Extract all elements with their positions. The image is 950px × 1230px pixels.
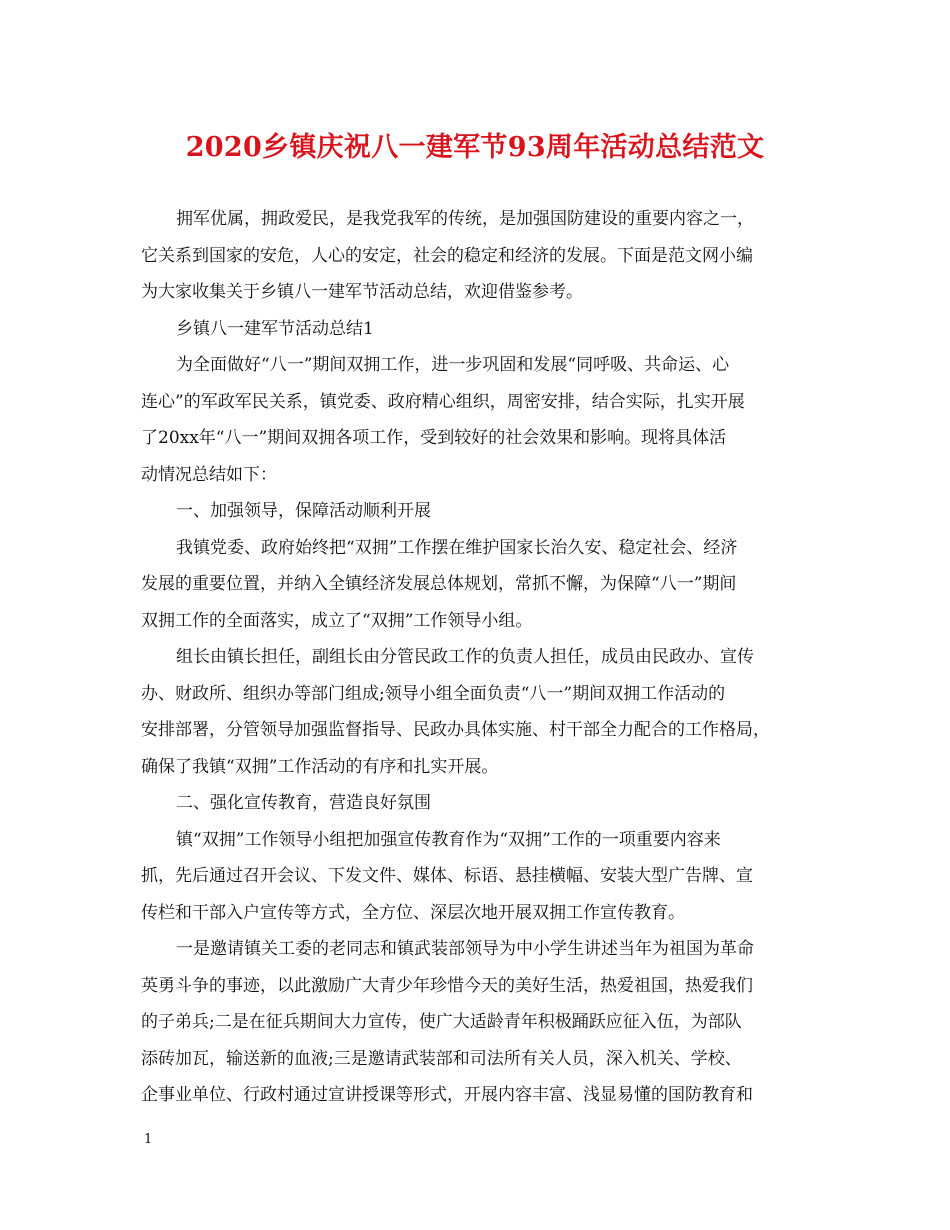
paragraph-line: 的子弟兵;二是在征兵期间大力宣传，使广大适龄青年积极踊跃应征入伍，为部队 [141, 1012, 742, 1032]
section-heading: 乡镇八一建军节活动总结1 [176, 318, 374, 339]
paragraph-line: 镇“双拥”工作领导小组把加强宣传教育作为“双拥”工作的一项重要内容来 [176, 829, 721, 850]
paragraph-line: 组长由镇长担任，副组长由分管民政工作的负责人担任，成员由民政办、宣传 [176, 647, 754, 667]
paragraph-line: 抓，先后通过召开会议、下发文件、媒体、标语、悬挂横幅、安装大型广告牌、宣 [141, 866, 753, 886]
paragraph-line: 拥军优属，拥政爱民，是我党我军的传统，是加强国防建设的重要内容之一， [176, 209, 754, 229]
paragraph-line: 它关系到国家的安危，人心的安定，社会的稳定和经济的发展。下面是范文网小编 [141, 245, 753, 266]
paragraph-line: 了20xx年“八一”期间双拥各项工作，受到较好的社会效果和影响。现将具体活 [141, 428, 727, 448]
paragraph-line: 确保了我镇“双拥”工作活动的有序和扎实开展。 [141, 756, 499, 777]
paragraph-line: 我镇党委、政府始终把“双拥”工作摆在维护国家长治久安、稳定社会、经济 [176, 537, 738, 558]
paragraph-line: 一是邀请镇关工委的老同志和镇武装部领导为中小学生讲述当年为祖国为革命 [176, 939, 754, 959]
paragraph-line: 连心”的军政军民关系，镇党委、政府精心组织，周密安排，结合实际，扎实开展 [141, 391, 745, 412]
paragraph-line: 办、财政所、组织办等部门组成;领导小组全面负责“八一”期间双拥工作活动的 [141, 683, 726, 704]
paragraph-line: 添砖加瓦，输送新的血液;三是邀请武装部和司法所有关人员，深入机关、学校、 [141, 1048, 742, 1069]
paragraph-line: 双拥工作的全面落实，成立了“双拥”工作领导小组。 [141, 610, 533, 631]
paragraph-line: 为大家收集关于乡镇八一建军节活动总结，欢迎借鉴参考。 [141, 282, 583, 302]
paragraph-line: 发展的重要位置，并纳入全镇经济发展总体规划，常抓不懈，为保障“八一”期间 [141, 574, 737, 594]
document-title: 2020乡镇庆祝八一建军节93周年活动总结范文 [185, 132, 765, 163]
section-heading: 二、强化宣传教育，营造良好氛围 [176, 793, 431, 813]
paragraph-line: 传栏和干部入户宣传等方式，全方位、深层次地开展双拥工作宣传教育。 [141, 902, 685, 923]
document-body [141, 201, 811, 1114]
paragraph-line: 为全面做好“八一”期间双拥工作，进一步巩固和发展“同呼吸、共命运、心 [176, 355, 730, 375]
section-heading: 一、加强领导，保障活动顺利开展 [176, 501, 431, 521]
paragraph-line: 安排部署，分管领导加强监督指导、民政办具体实施、村干部全力配合的工作格局， [141, 720, 770, 740]
paragraph-line: 英勇斗争的事迹，以此激励广大青少年珍惜今天的美好生活，热爱祖国，热爱我们 [141, 975, 753, 996]
paragraph-line: 企事业单位、行政村通过宣讲授课等形式，开展内容丰富、浅显易懂的国防教育和 [141, 1085, 753, 1105]
page-number: 1 [144, 1132, 153, 1147]
paragraph-line: 动情况总结如下： [141, 464, 277, 485]
